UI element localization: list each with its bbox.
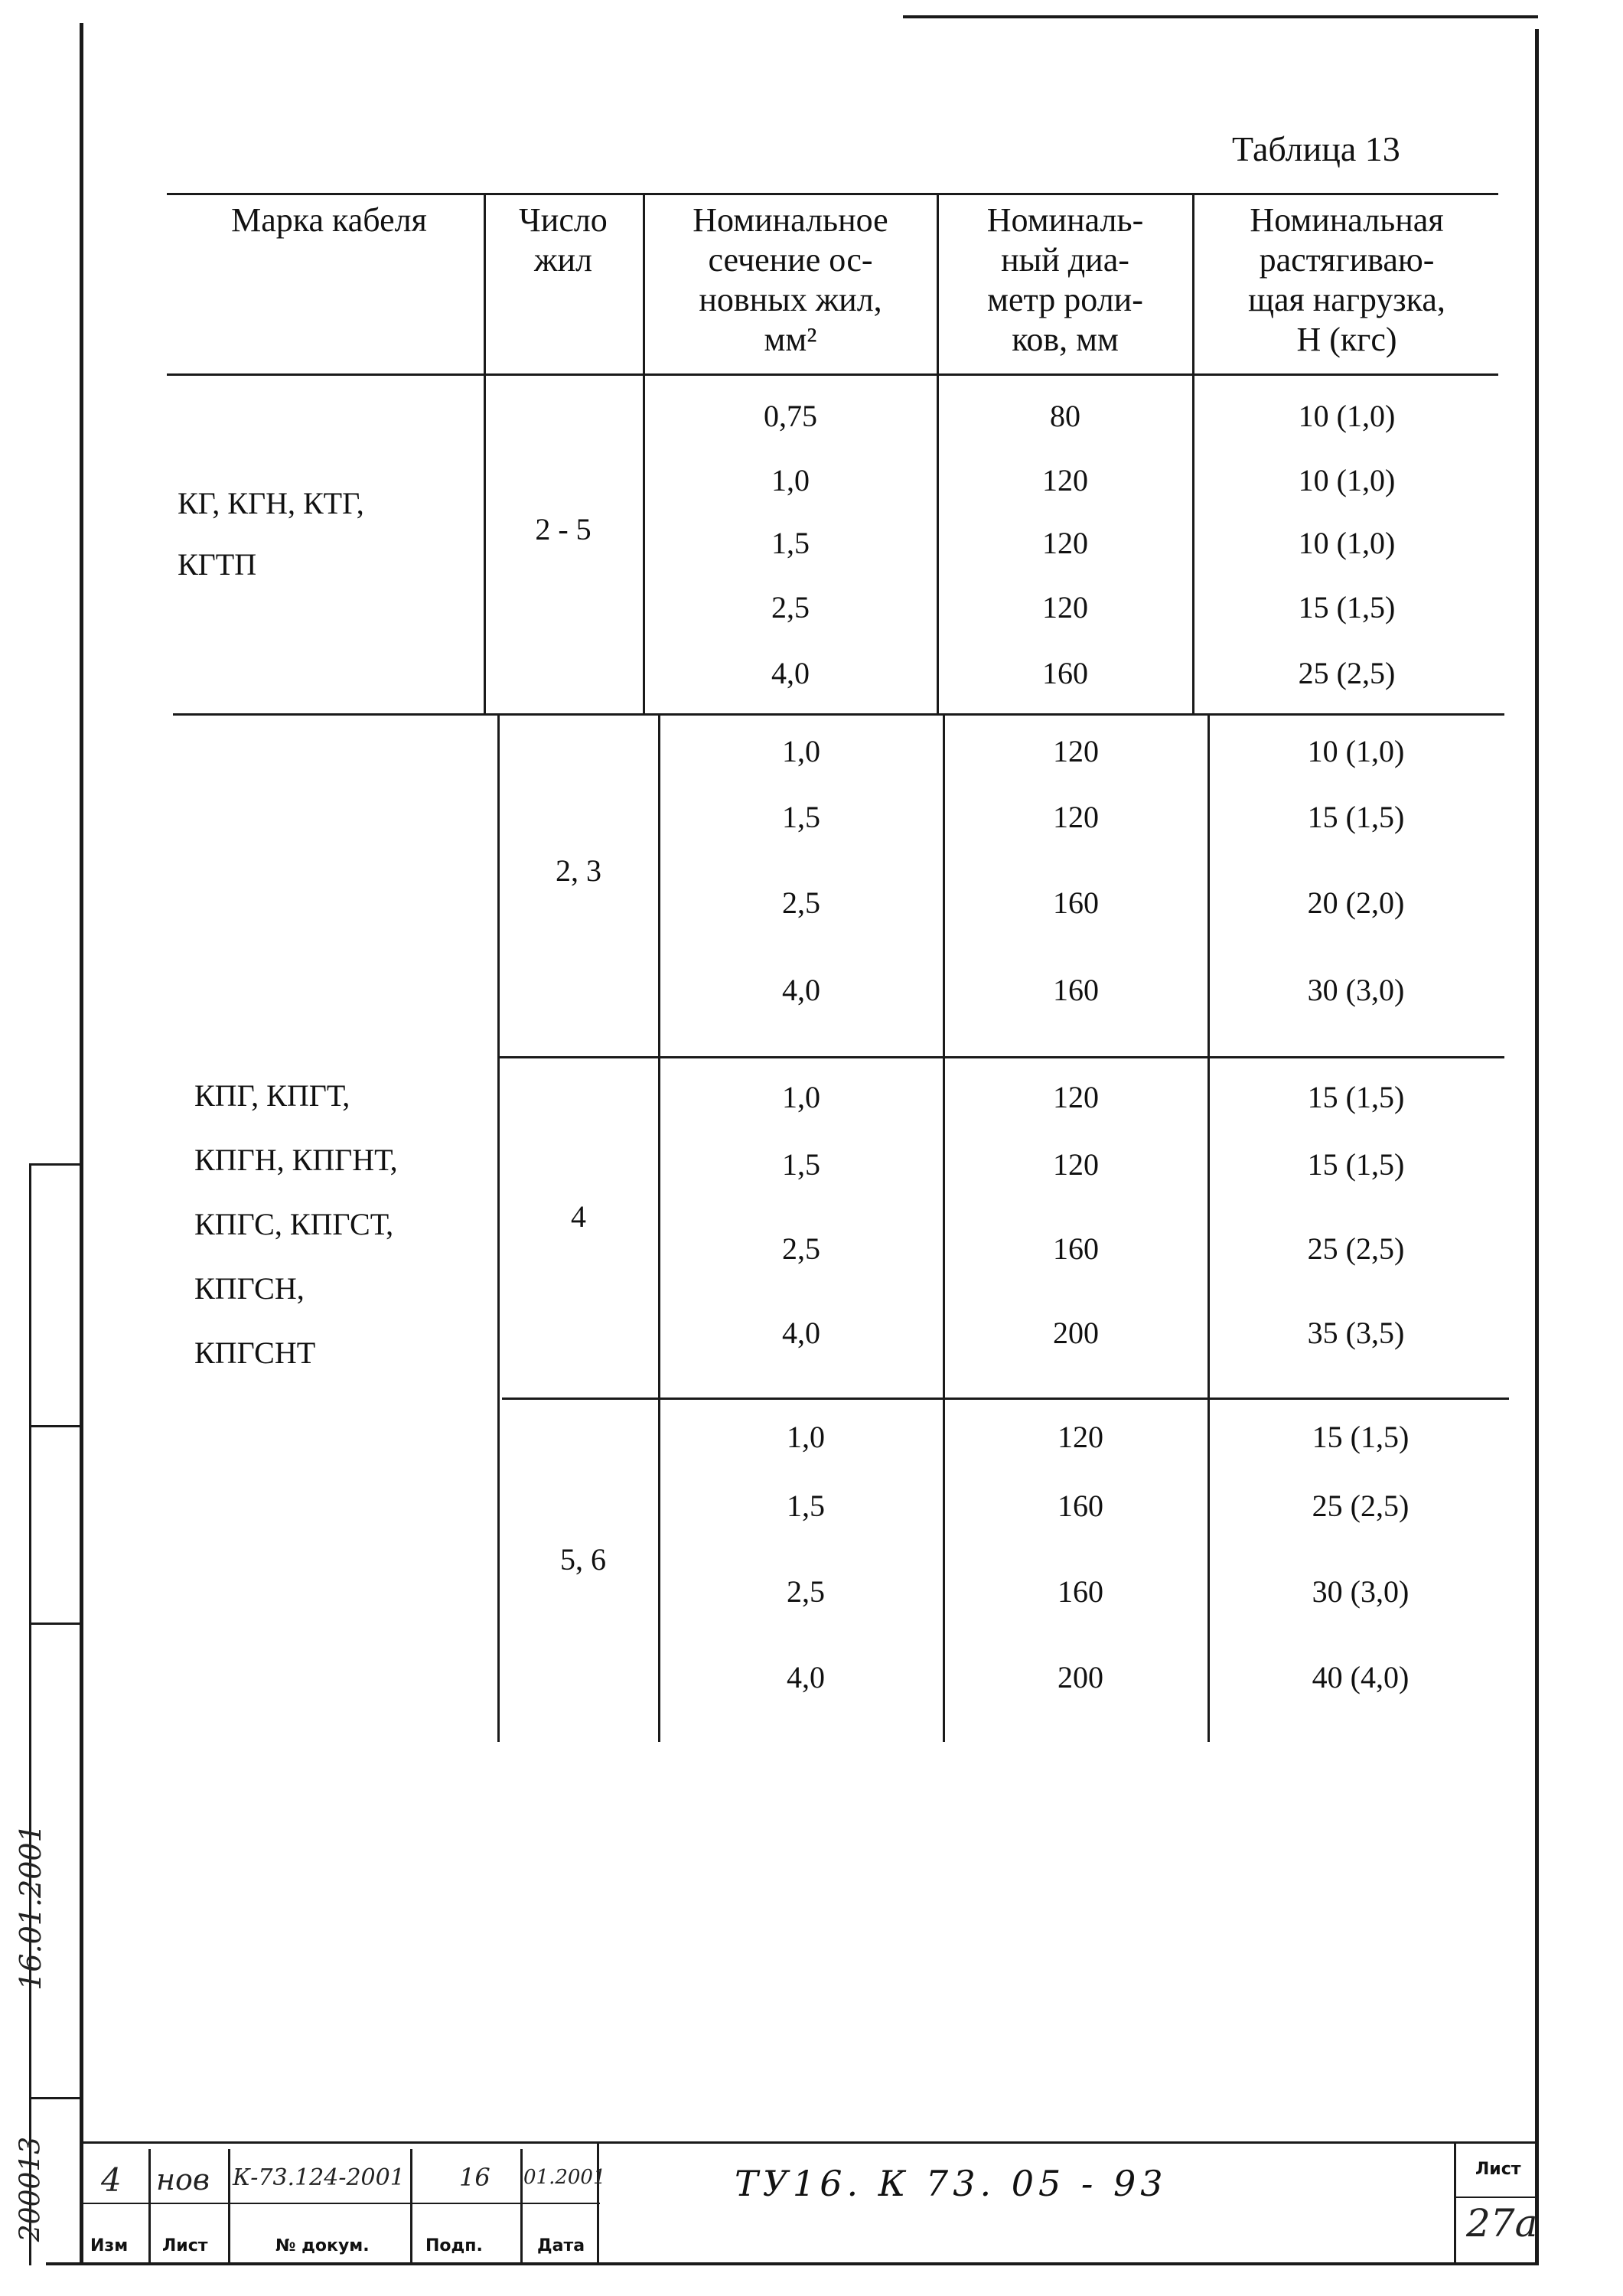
table-cell: 160 [1058,1574,1103,1609]
table-cell: 80 [1050,399,1080,433]
page-frame-top [903,15,1538,18]
group2-brands: КПГ, КПГТ, КПГН, КПГНТ, КПГС, КПГСТ, КПГСН, КПГСНТ [194,1078,398,1370]
table-cell: 25 (2,5) [1307,1231,1405,1266]
table-cell: 0,75 [764,399,817,433]
group1-brands: КГ, КГН, КТГ, КГТП [178,486,364,582]
table-cell: 15 (1,5) [1312,1420,1410,1454]
table-cell: 1,5 [782,800,820,834]
page-frame-left [80,23,83,2265]
table-cell: 30 (3,0) [1307,973,1405,1007]
table-cell: 15 (1,5) [1307,1147,1405,1182]
table-cell: 1,5 [782,1147,820,1182]
col-divider-diameter [937,193,939,713]
table-cell: 15 (1,5) [1298,590,1396,625]
tb-list-value: нов [156,2163,210,2197]
table-cell: 120 [1042,590,1088,625]
table-cell: 25 (2,5) [1298,656,1396,690]
table-cell: 2,5 [782,1231,820,1266]
table-cell: 15 (1,5) [1307,1080,1405,1114]
table-cell: 30 (3,0) [1312,1574,1410,1609]
table-cell: 25 (2,5) [1312,1489,1410,1523]
table-cell: 160 [1058,1489,1103,1523]
table-cell: 120 [1053,1147,1099,1182]
table-cell: 1,0 [782,1080,820,1114]
table-cell: 2,5 [787,1574,825,1609]
tb-izm-label: Изм [90,2236,129,2255]
table-cell: 1,5 [771,526,810,560]
table-cell: 120 [1042,463,1088,497]
header-cores: Число жил [519,201,608,279]
table-cell: 1,5 [787,1489,825,1523]
header-brand: Марка кабеля [231,201,427,239]
margin-stamp-number: 200013 [15,2136,47,2242]
table-cell: 120 [1042,526,1088,560]
tb-list-label: Лист [162,2236,208,2255]
subgroup1-cores: 2, 3 [556,853,601,888]
subgroup-rule-2 [502,1397,1509,1400]
header-load: Номинальная растягиваю- щая нагрузка, Н (кгс) [1248,201,1445,358]
table-cell: 120 [1053,1080,1099,1114]
table-top-rule [167,193,1498,195]
table-cell: 2,5 [771,590,810,625]
tb-sign-value: 16 [459,2163,490,2192]
table-cell: 200 [1053,1316,1099,1350]
table-cell: 35 (3,5) [1307,1316,1405,1350]
table-cell: 120 [1058,1420,1103,1454]
table-cell: 4,0 [782,973,820,1007]
tb-date-label: Дата [537,2236,585,2255]
table-cell: 1,0 [782,734,820,768]
subgroup3-cores: 5, 6 [560,1542,606,1577]
group1-cores: 2 - 5 [535,512,592,546]
table-cell: 120 [1053,800,1099,834]
tb-sheet-label: Лист [1475,2160,1521,2179]
tb-doc-value: К-73.124-2001 [233,2164,405,2191]
table-cell: 10 (1,0) [1307,734,1405,768]
table-cell: 2,5 [782,885,820,920]
tb-doc-label: № докум. [275,2236,370,2255]
table-cell: 10 (1,0) [1298,399,1396,433]
document-code: ТУ16. К 73. 05 - 93 [735,2163,1168,2204]
tb-date-value: 01.2001 [523,2166,606,2189]
header-diameter: Номиналь- ный диа- метр роли- ков, мм [986,201,1144,358]
table-cell: 160 [1053,973,1099,1007]
col-divider-section-g2 [658,713,660,1742]
margin-stamp-date: 16.01.2001 [14,1824,47,1991]
subgroup-rule-1 [497,1056,1504,1058]
header-bottom-rule [167,373,1498,376]
col-divider-cores [484,193,486,713]
tb-izm-value: 4 [101,2161,122,2199]
table-cell: 160 [1053,1231,1099,1266]
table-cell: 4,0 [771,656,810,690]
col-divider-cores-g2 [497,713,500,1742]
table-cell: 120 [1053,734,1099,768]
subgroup2-cores: 4 [571,1199,586,1234]
table-cell: 160 [1053,885,1099,920]
col-divider-load [1192,193,1194,713]
table-cell: 1,0 [771,463,810,497]
page-frame-right [1535,29,1539,2265]
col-divider-section [643,193,645,713]
table-cell: 4,0 [782,1316,820,1350]
table-cell: 200 [1058,1660,1103,1694]
table-cell: 40 (4,0) [1312,1660,1410,1694]
table-cell: 10 (1,0) [1298,463,1396,497]
table-cell: 10 (1,0) [1298,526,1396,560]
tb-sheet-number: 27a [1466,2201,1538,2245]
table-cell: 160 [1042,656,1088,690]
page-frame-bottom [46,2262,1538,2265]
table-cell: 20 (2,0) [1307,885,1405,920]
table-cell: 1,0 [787,1420,825,1454]
table-title: Таблица 13 [1232,129,1400,168]
header-section: Номинальное сечение ос- новных жил, мм² [693,201,888,358]
group1-bottom-rule [173,713,1504,716]
table-cell: 15 (1,5) [1307,800,1405,834]
table-cell: 4,0 [787,1660,825,1694]
tb-sign-label: Подп. [425,2236,483,2255]
